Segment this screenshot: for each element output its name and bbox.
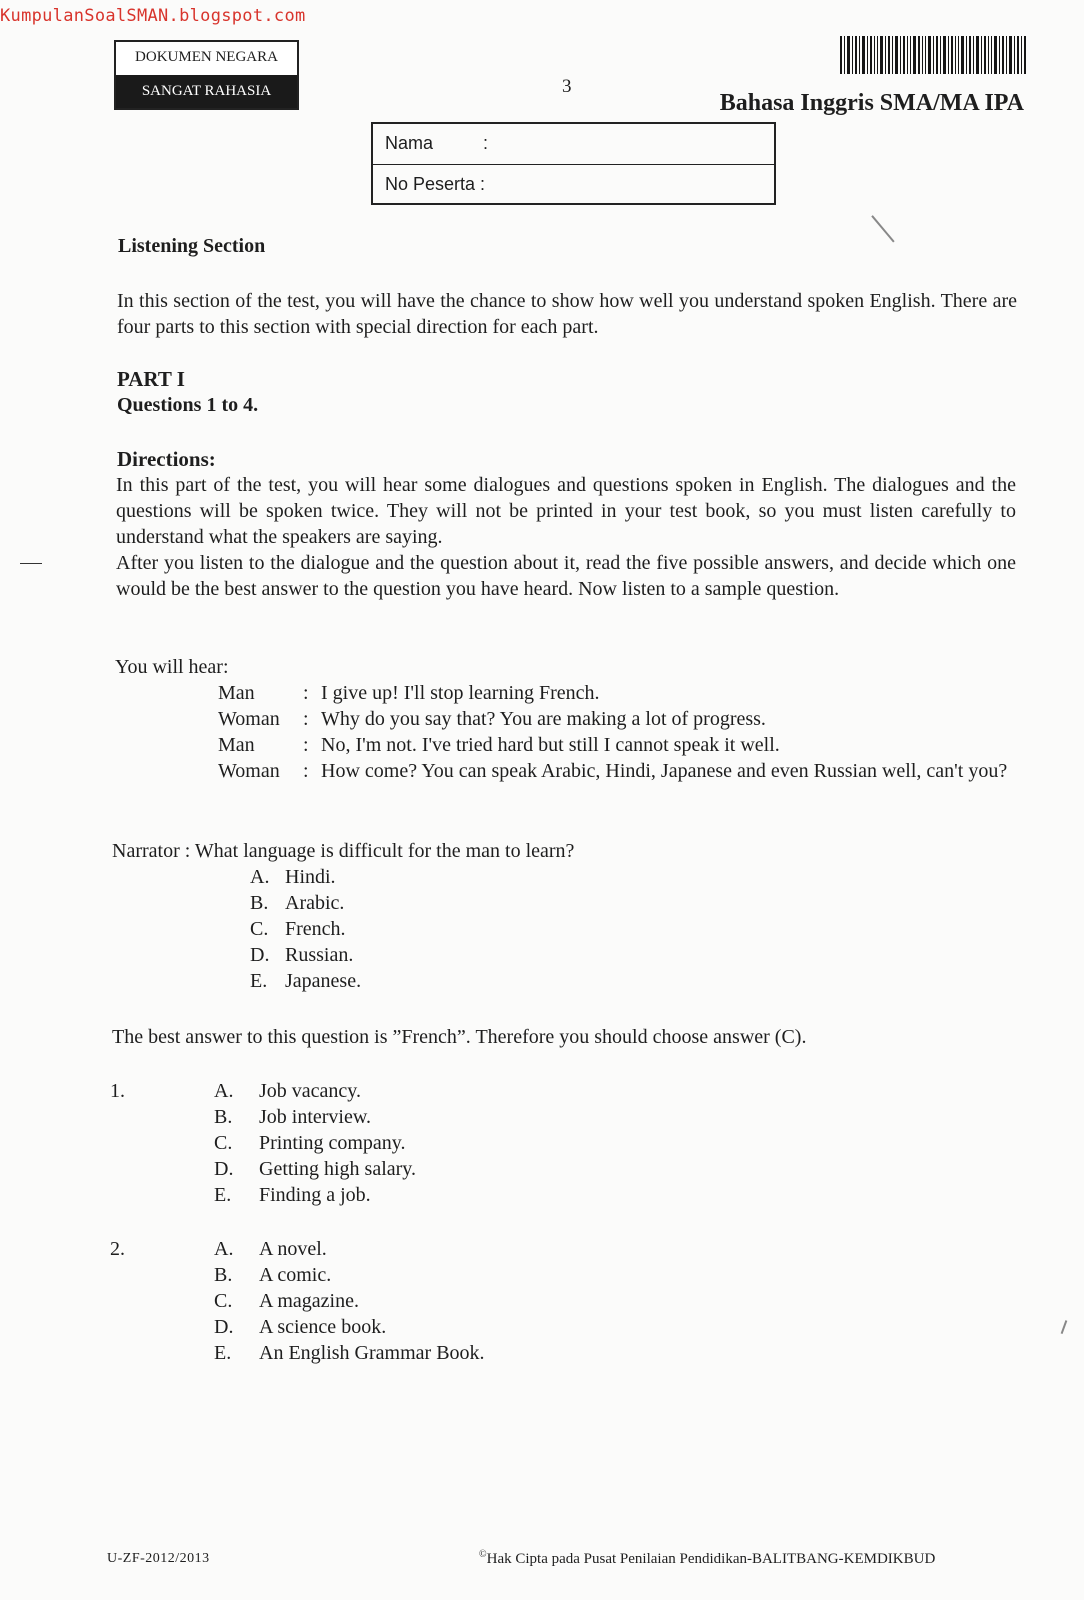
question-1 [0, 1078, 1084, 1213]
dialogue-text: No, I'm not. I've tried hard but still I cannot speak it well. [321, 734, 780, 756]
option-letter: A. [214, 1080, 234, 1102]
option-text: Japanese. [285, 970, 362, 992]
page-number: 3 [562, 76, 572, 97]
copyright-text: Hak Cipta pada Pusat Penilaian Pendidikan-BALITBANG-KEMDIKBUD [486, 1551, 936, 1567]
dialogue-speaker: Man [218, 734, 255, 756]
option-text: Russian. [285, 944, 354, 966]
scan-mark [871, 215, 894, 242]
option-letter: E. [214, 1342, 232, 1364]
name-label: Nama [385, 133, 434, 153]
option-letter: C. [214, 1132, 233, 1154]
copyright-mark: © [479, 1549, 487, 1560]
option-letter: A. [214, 1238, 234, 1260]
option-text: Job interview. [259, 1106, 372, 1128]
option-text: Finding a job. [259, 1184, 371, 1206]
doc-label-top: DOKUMEN NEGARA [116, 42, 297, 75]
directions-paragraph-2: After you listen to the dialogue and the question about it, read the five possible answers, and decide which one would be the best answer to the question you have heard. Now listen to a sample question. [116, 552, 1016, 600]
barcode-icon [840, 36, 1026, 74]
option-letter: B. [250, 892, 269, 914]
part-title: PART I [117, 367, 185, 391]
option-text: A magazine. [259, 1290, 359, 1312]
doc-label-bottom: SANGAT RAHASIA [116, 75, 297, 108]
option-letter: D. [250, 944, 270, 966]
participant-id-box [371, 122, 776, 205]
dialogue-speaker: Man [218, 682, 255, 704]
option-letter: B. [214, 1106, 233, 1128]
option-text: Hindi. [285, 866, 336, 888]
option-letter: B. [214, 1264, 233, 1286]
name-row[interactable] [373, 124, 774, 164]
directions-title: Directions: [117, 447, 216, 471]
option-text: Getting high salary. [259, 1158, 417, 1180]
question-number: 1. [110, 1080, 125, 1102]
section-title: Listening Section [118, 235, 266, 257]
dialogue-speaker: Woman [218, 708, 280, 730]
sample-dialogue [0, 680, 1084, 810]
option-letter: C. [214, 1290, 233, 1312]
directions-paragraph-1: In this part of the test, you will hear some dialogues and questions spoken in English. The dialogues and the questions will be spoken twice. They will not be printed in your test book, so you must listen carefully to understand what the speakers are saying. [116, 474, 1016, 548]
copyright-notice [479, 1549, 935, 1568]
option-letter: D. [214, 1158, 234, 1180]
question-2 [0, 1236, 1084, 1371]
question-number: 2. [110, 1238, 125, 1260]
dialogue-sep: : [303, 682, 309, 704]
participant-number-row[interactable] [373, 164, 774, 205]
document-classification-box [114, 40, 299, 110]
participant-number-label: No Peserta : [385, 174, 486, 194]
option-text: A science book. [259, 1316, 387, 1338]
option-letter: D. [214, 1316, 234, 1338]
dialogue-sep: : [303, 734, 309, 756]
answer-note: The best answer to this question is ”French”. Therefore you should choose answer (C). [112, 1026, 807, 1048]
dialogue-sep: : [303, 708, 309, 730]
option-text: French. [285, 918, 346, 940]
dialogue-text: How come? You can speak Arabic, Hindi, Japanese and even Russian well, can't you? [321, 760, 1008, 782]
subject-title: Bahasa Inggris SMA/MA IPA [719, 90, 1024, 116]
option-text: A comic. [259, 1264, 332, 1286]
dialogue-text: I give up! I'll stop learning French. [321, 682, 600, 704]
option-text: An English Grammar Book. [259, 1342, 485, 1364]
option-letter: A. [250, 866, 270, 888]
name-colon: : [483, 133, 489, 153]
sample-intro: You will hear: [115, 656, 229, 678]
section-intro: In this section of the test, you will have the chance to show how well you understand spoken English. There are four parts to this section with special direction for each part. [117, 290, 1017, 338]
option-letter: C. [250, 918, 269, 940]
questions-range: Questions 1 to 4. [117, 394, 259, 416]
sample-options [0, 864, 1084, 999]
margin-dash [20, 563, 42, 564]
option-text: Job vacancy. [259, 1080, 361, 1102]
option-text: Printing company. [259, 1132, 406, 1154]
option-letter: E. [250, 970, 268, 992]
blog-watermark: KumpulanSoalSMAN.blogspot.com [0, 6, 306, 26]
option-letter: E. [214, 1184, 232, 1206]
dialogue-text: Why do you say that? You are making a lot of progress. [321, 708, 766, 730]
option-text: Arabic. [285, 892, 345, 914]
dialogue-sep: : [303, 760, 309, 782]
dialogue-speaker: Woman [218, 760, 280, 782]
narrator-question: Narrator : What language is difficult for the man to learn? [112, 840, 575, 862]
exam-code: U-ZF-2012/2013 [107, 1551, 210, 1566]
option-text: A novel. [259, 1238, 327, 1260]
